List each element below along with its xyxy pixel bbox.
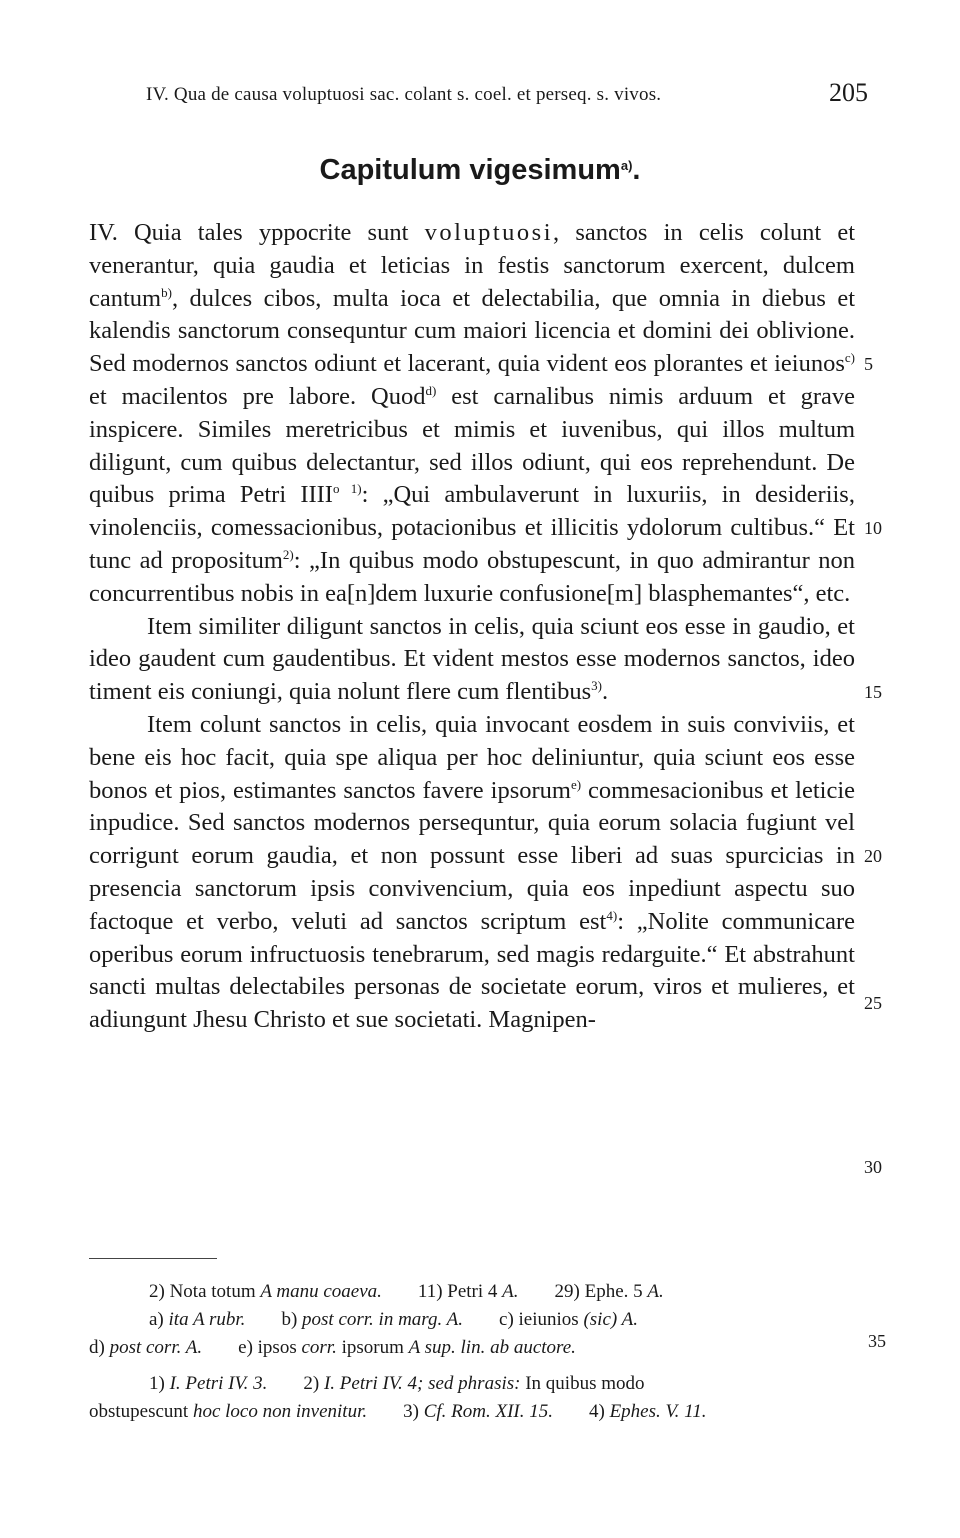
footnote-row — [89, 1398, 859, 1426]
paragraph-2 — [89, 611, 855, 709]
text-segment: Item similiter diligunt sanctos in celis, quia sciunt eos esse in gaudio, et ideo gaudent cum gaudentibus. Et vident mestos esse modernos sanctos, ideo timent eis coniungi, quia nolunt flere cum flentibus — [89, 612, 855, 706]
note-text: 29) Ephe. 5 — [554, 1281, 648, 1302]
note-text: Cf. Rom. XII. 15. — [423, 1401, 553, 1422]
note-ref: o 1) — [332, 481, 362, 497]
footnote-row — [89, 1278, 859, 1306]
chapter-note-ref: a) — [620, 158, 633, 173]
line-number: 25 — [864, 993, 882, 1013]
footnotes — [89, 1278, 859, 1426]
text-segment: Item colunt sanctos in celis, quia invocant eosdem in suis conviviis, et bene eis hoc facit, quia spe aliqua per hoc deliniuntur, quia sciunt eos esse bonos et pios, estimantes sanctos favere ipsorum — [89, 710, 855, 804]
text-segment: . — [602, 678, 609, 706]
line-number: 5 — [864, 354, 873, 374]
note-text: 2) Nota totum — [149, 1281, 261, 1302]
note-text: ipsorum — [336, 1337, 409, 1358]
line-number: 30 — [864, 1157, 882, 1177]
note-ref: 2) — [282, 546, 294, 562]
line-number: 35 — [868, 1331, 886, 1351]
note-text: In quibus modo — [520, 1373, 645, 1394]
text-segment: IV. Quia tales yppocrite sunt — [89, 219, 425, 246]
footnote-rule — [89, 1258, 217, 1259]
text-segment: , sanctos in celis colunt et venerantur, quia gaudia et leticias in festis sanctorum exercent, dulcem cantum — [89, 219, 856, 312]
line-number: 10 — [864, 518, 882, 538]
footnote-row — [89, 1306, 859, 1334]
note-text: Ephes. V. 11. — [609, 1401, 707, 1422]
note-ref: 3) — [591, 678, 602, 694]
note-ref: 4) — [606, 907, 618, 923]
note-text: I. Petri IV. 4; sed phrasis: — [323, 1373, 521, 1394]
note-ref: e) — [570, 776, 582, 792]
note-text: ita A rubr. — [168, 1309, 246, 1330]
note-ref: d) — [425, 382, 437, 398]
note-text: A manu coaeva. — [260, 1281, 382, 1302]
note-text: I. Petri IV. 3. — [169, 1373, 268, 1394]
text-segment: est carnalibus nimis arduum et grave inspicere. Similes meretricibus et mimis et iuvenibus, qui illos multum diligunt, cum quibus delectantur, sed illos odiunt, qui eos reprehendunt. De quibus prima Petri IIII — [89, 382, 855, 509]
note-ref: b) — [161, 284, 172, 300]
note-text: 3) — [403, 1401, 424, 1422]
text-segment: : „In quibus modo obstupescunt, in quo admirantur non concurrentibus nobis in ea[n]dem luxurie confusione[m] blasphemantes“, etc. — [89, 546, 856, 607]
chapter-title-text: Capitulum vigesimum — [319, 154, 621, 186]
note-text: A. — [502, 1281, 519, 1302]
note-text: 1) — [149, 1373, 170, 1394]
spaced-word: voluptuosi — [424, 219, 554, 246]
note-text: (sic) A. — [583, 1309, 638, 1330]
note-text: 2) — [303, 1373, 324, 1394]
note-text: d) — [89, 1337, 110, 1358]
paragraph-1 — [89, 217, 855, 611]
text-segment: et macilentos pre labore. Quod — [89, 382, 426, 410]
chapter-title: Capitulum vigesimum$^{a)}$. — [319, 154, 641, 186]
note-text: 4) — [588, 1401, 610, 1422]
running-header — [130, 78, 870, 108]
text-segment: : „Nolite communicare operibus eorum infructuosis tenebrarum, sed magis redarguite.“ Et abstrahunt sancti multas delectabiles personas de societate eorum, viros et mulieres, et adiungunt Jhesu Christo et sue societati. Magnipen- — [89, 907, 855, 1034]
note-text: e) ipsos — [238, 1337, 302, 1358]
note-text: a) — [149, 1309, 169, 1330]
page-number: 205 — [829, 78, 868, 107]
note-text: post corr. A. — [109, 1337, 203, 1358]
text-segment: , dulces cibos, multa ioca et delectabilia, que omnia in diebus et kalendis sanctorum consequntur cum maiori licencia et domini dei oblivione. Sed modernos sanctos odiunt et lacerant, quia vident eos plorantes et ieiunos — [89, 284, 855, 378]
main-text — [89, 217, 855, 1037]
note-text: post corr. in marg. A. — [302, 1309, 464, 1330]
note-text: corr. — [301, 1337, 337, 1358]
note-text: 11) Petri 4 — [417, 1281, 503, 1302]
footnote-row — [89, 1370, 859, 1398]
note-text: A sup. lin. ab auctore. — [408, 1337, 576, 1358]
running-head: IV. Qua de causa voluptuosi sac. colant s. coel. et perseq. s. vivos. — [146, 84, 662, 105]
line-number: 20 — [864, 846, 882, 866]
note-ref: c) — [844, 350, 855, 366]
text-segment: commesacionibus et leticie inpudice. Sed sanctos modernos persequntur, quia eorum solacia fugiunt vel corrigunt eorum gaudia, et non possunt esse liberi ad suas spurcicias in presencia sanctorum ipsis convivencium, quia eos inpediunt aspectu suo factoque et verbo, veluti ad sanctos scriptum est — [89, 776, 855, 935]
paragraph-3 — [89, 709, 855, 1037]
note-text: b) — [281, 1309, 303, 1330]
note-text: c) ieiunios — [499, 1309, 584, 1330]
note-text: obstupescunt — [89, 1401, 193, 1422]
line-number: 15 — [864, 682, 882, 702]
text-segment: : „Qui ambulaverunt in luxuriis, in desideriis, vinolenciis, comessacionibus, potacionibus et illicitis ydolorum cultibus.“ Et tunc ad propositum — [89, 481, 855, 574]
footnote-row — [89, 1334, 859, 1362]
note-text: hoc loco non invenitur. — [192, 1401, 368, 1422]
note-text: A. — [647, 1281, 664, 1302]
